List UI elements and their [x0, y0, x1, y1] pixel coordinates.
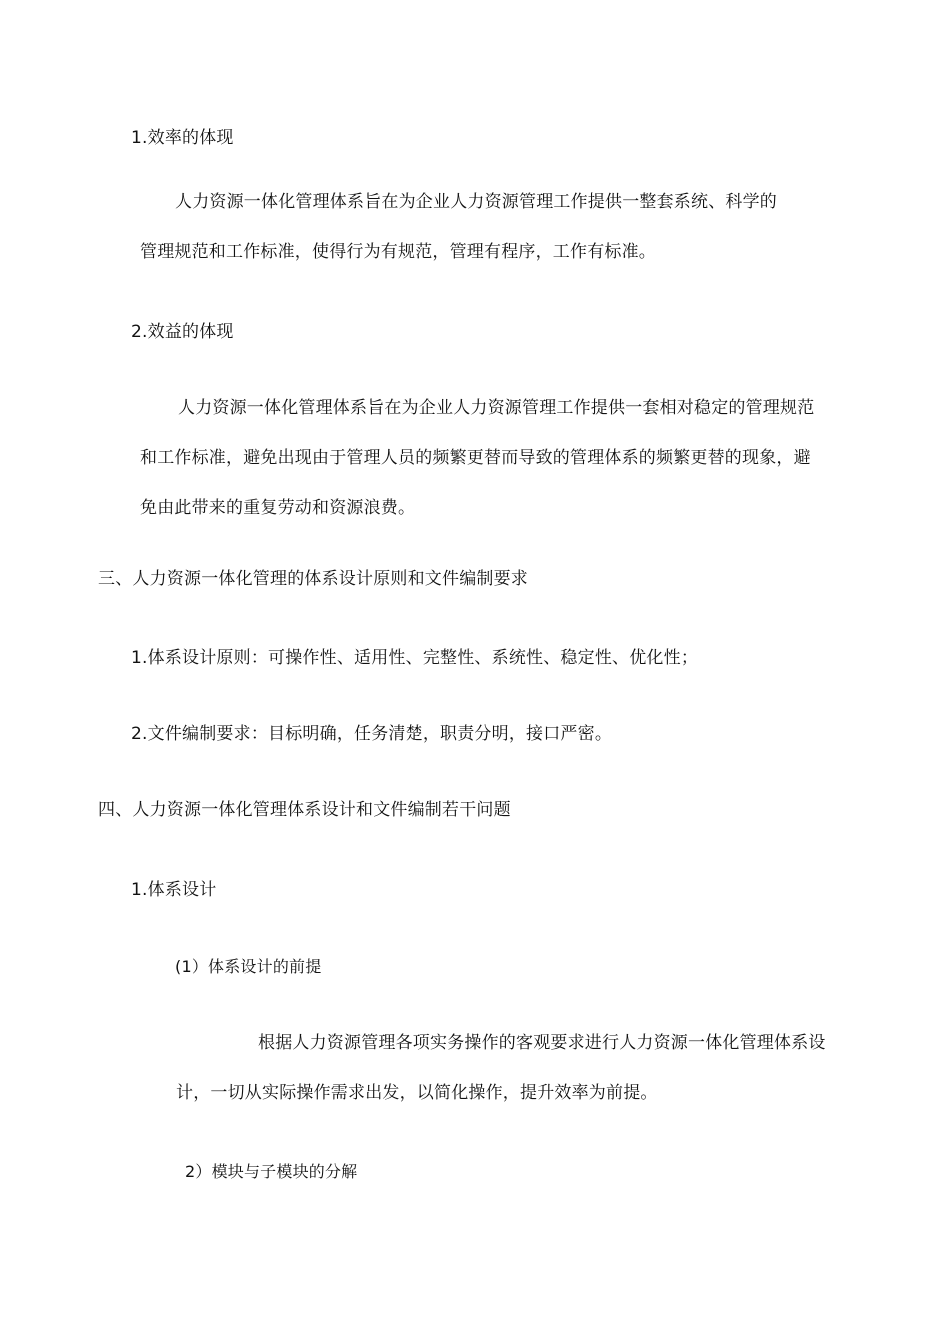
part-3-item-1: 1.体系设计原则：可操作性、适用性、完整性、系统性、稳定性、优化性； [131, 648, 699, 668]
part-4-heading: 四、人力资源一体化管理体系设计和文件编制若干问题 [98, 800, 511, 820]
part-4-sub-1-heading: (1）体系设计的前提 [175, 957, 322, 976]
part-4-sub-1-line-1: 根据人力资源管理各项实务操作的客观要求进行人力资源一体化管理体系设 [258, 1033, 826, 1053]
section-1-heading: 1.效率的体现 [131, 128, 234, 148]
section-2-body-line-3: 免由此带来的重复劳动和资源浪费。 [140, 498, 416, 518]
section-1-body-line-1: 人力资源一体化管理体系旨在为企业人力资源管理工作提供一整套系统、科学的 [175, 192, 777, 212]
section-2-body-line-2: 和工作标准，避免出现由于管理人员的频繁更替而导致的管理体系的频繁更替的现象，避 [140, 448, 811, 468]
part-4-item-1: 1.体系设计 [131, 880, 217, 900]
section-2-heading: 2.效益的体现 [131, 322, 234, 342]
section-2-body-line-1: 人力资源一体化管理体系旨在为企业人力资源管理工作提供一套相对稳定的管理规范 [178, 398, 815, 418]
part-3-heading: 三、人力资源一体化管理的体系设计原则和文件编制要求 [98, 569, 528, 589]
part-3-item-2: 2.文件编制要求：目标明确，任务清楚，职责分明，接口严密。 [131, 724, 613, 744]
section-1-body-line-2: 管理规范和工作标准，使得行为有规范，管理有程序，工作有标准。 [140, 242, 656, 262]
part-4-sub-2-heading: 2）模块与子模块的分解 [185, 1162, 358, 1181]
part-4-sub-1-line-2: 计，一切从实际操作需求出发，以简化操作，提升效率为前提。 [176, 1083, 658, 1103]
